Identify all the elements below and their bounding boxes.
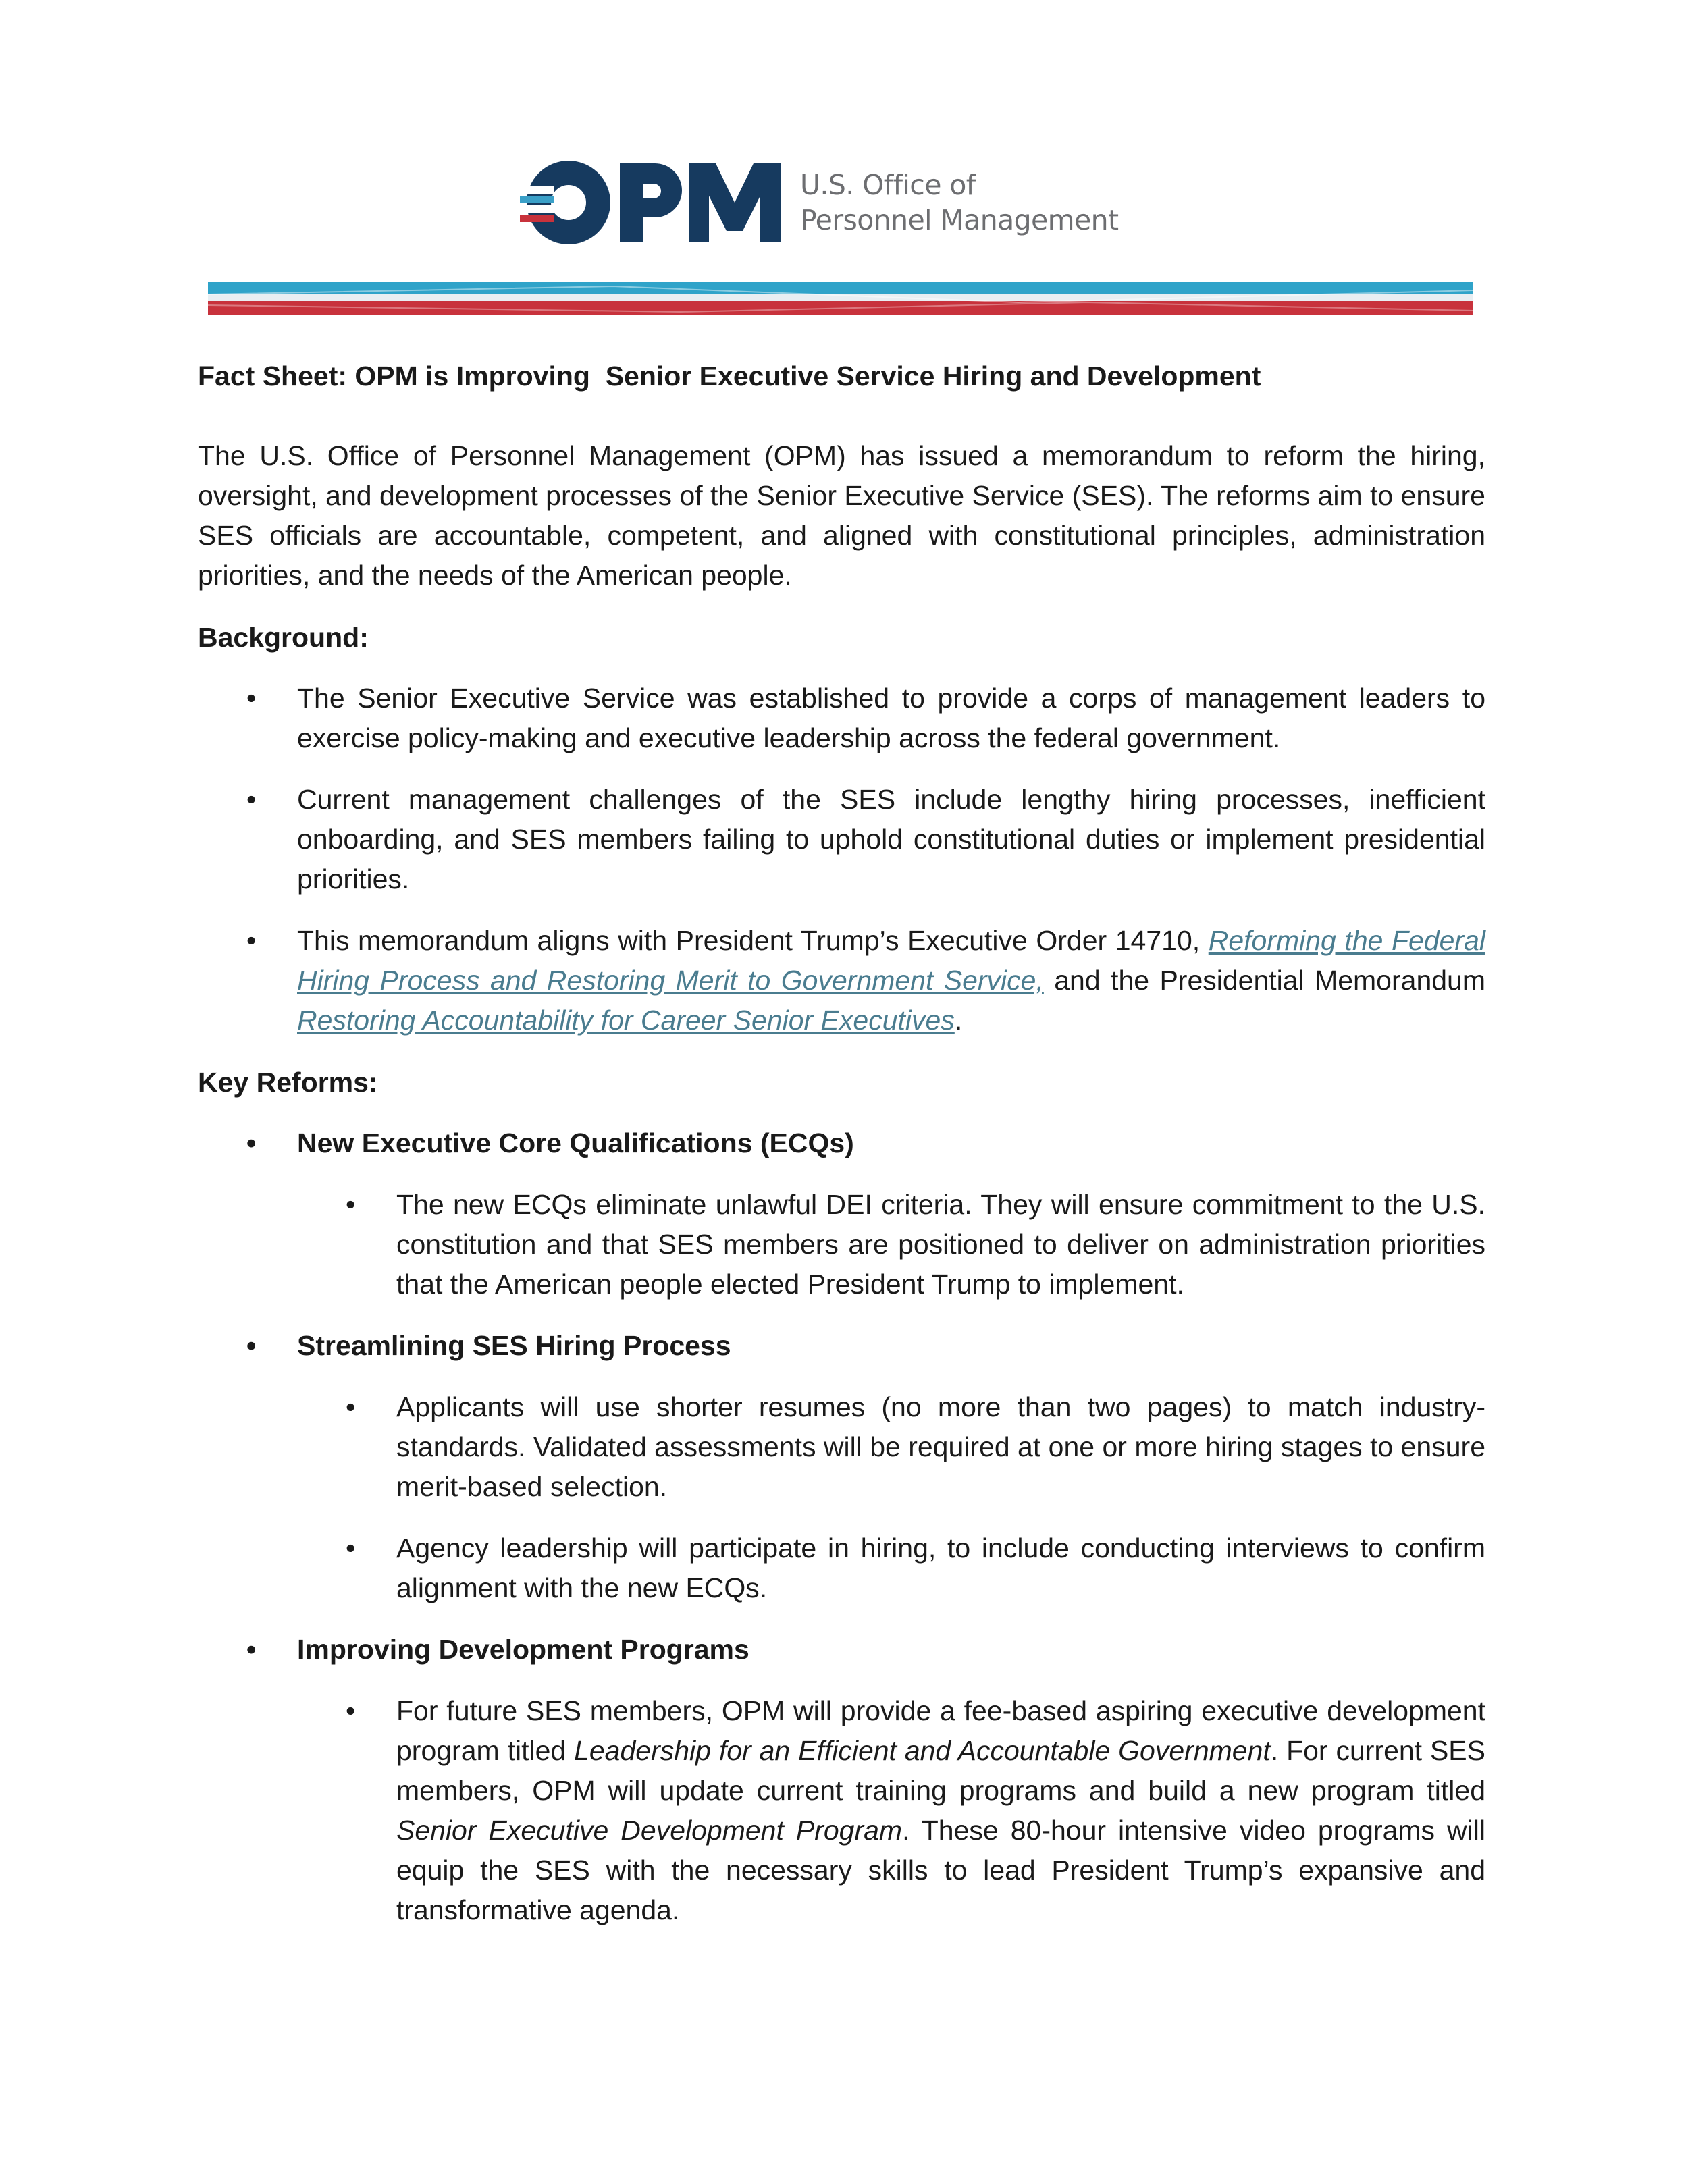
hiring-item-1: • Applicants will use shorter resumes (no more than two pages) to match industry-standards. Validated assessments will be required at one or more hiring stages to ensure merit-based selection.	[297, 1387, 1485, 1507]
reform-development-list	[297, 1691, 1485, 1930]
executive-order-link[interactable]: Reforming the Federal Hiring Process and Restoring Merit to Government Service,	[297, 925, 1485, 996]
key-reforms-heading: Key Reforms:	[198, 1067, 378, 1098]
key-reforms-list-2	[198, 1326, 1485, 1366]
page-header	[0, 0, 1688, 324]
background-heading: Background:	[198, 622, 369, 653]
reform-ecq-title: New Executive Core Qualifications (ECQs)	[297, 1127, 854, 1158]
reform-ecq	[198, 1123, 1485, 1163]
background-list	[198, 678, 1485, 1040]
reform-hiring-details	[198, 1387, 1485, 1608]
reform-ecq-details	[198, 1185, 1485, 1304]
background-item-3-text: This memorandum aligns with President Trump’s Executive Order 14710,	[297, 925, 1209, 956]
reform-ecq-list	[297, 1185, 1485, 1304]
key-reforms-list	[198, 1123, 1485, 1163]
logo-line-1: U.S. Office of	[800, 169, 976, 201]
dev-text-1: For future SES members, OPM will provide a fee-based aspiring executive development program titled	[396, 1695, 1485, 1766]
logo-line-2: Personnel Management	[800, 204, 1119, 236]
development-item-1	[297, 1691, 1485, 1930]
background-item-3	[198, 921, 1485, 1040]
reform-development	[198, 1630, 1485, 1670]
page-title: Fact Sheet: OPM is Improving Senior Executive Service Hiring and Development	[198, 361, 1261, 392]
hiring-item-2: • Agency leadership will participate in hiring, to include conducting interviews to confirm alignment with the new ECQs.	[297, 1528, 1485, 1608]
reform-development-title: Improving Development Programs	[297, 1634, 749, 1665]
dev-text-2: . For current SES members, OPM will update current training programs and build a new program titled	[396, 1735, 1486, 1806]
dev-program-title-2: Senior Executive Development Program	[396, 1815, 903, 1846]
background-item-3-mid: and the Presidential Memorandum	[1043, 965, 1486, 996]
header-banner-stripes	[208, 282, 1473, 315]
logo-agency-name	[800, 167, 1119, 238]
reform-hiring-list	[297, 1387, 1485, 1608]
opm-logo	[520, 155, 1119, 250]
key-reforms-list-3	[198, 1630, 1485, 1670]
intro-paragraph: The U.S. Office of Personnel Management (OPM) has issued a memorandum to reform the hiring, oversight, and development processes of the Senior Executive Service (SES). The reforms aim to ensure SES officials are accountable, competent, and aligned with constitutional principles, administration priorities, and the needs of the American people.	[198, 440, 1485, 591]
presidential-memorandum-link[interactable]: Restoring Accountability for Career Senior Executives	[297, 1005, 955, 1036]
reform-hiring-title: Streamlining SES Hiring Process	[297, 1330, 731, 1361]
opm-logo-mark	[520, 155, 790, 250]
ecq-item-1: • The new ECQs eliminate unlawful DEI criteria. They will ensure commitment to the U.S. constitution and that SES members are positioned to deliver on administration priorities that the American people elected President Trump to implement.	[297, 1185, 1485, 1304]
dev-text-3: . These 80-hour intensive video programs will equip the SES with the necessary skills to lead President Trump’s expansive and transformative agenda.	[396, 1815, 1485, 1925]
background-item-3-end: .	[954, 1005, 963, 1036]
background-item-1: • The Senior Executive Service was established to provide a corps of management leaders to exercise policy-making and executive leadership across the federal government.	[198, 678, 1485, 758]
reform-hiring	[198, 1326, 1485, 1366]
reform-development-details	[198, 1691, 1485, 1930]
background-item-2: • Current management challenges of the SES include lengthy hiring processes, inefficient onboarding, and SES members failing to uphold constitutional duties or implement presidential priorities.	[198, 780, 1485, 899]
fact-sheet-body	[198, 338, 1485, 1930]
dev-program-title-1: Leadership for an Efficient and Accountable Government	[574, 1735, 1271, 1766]
